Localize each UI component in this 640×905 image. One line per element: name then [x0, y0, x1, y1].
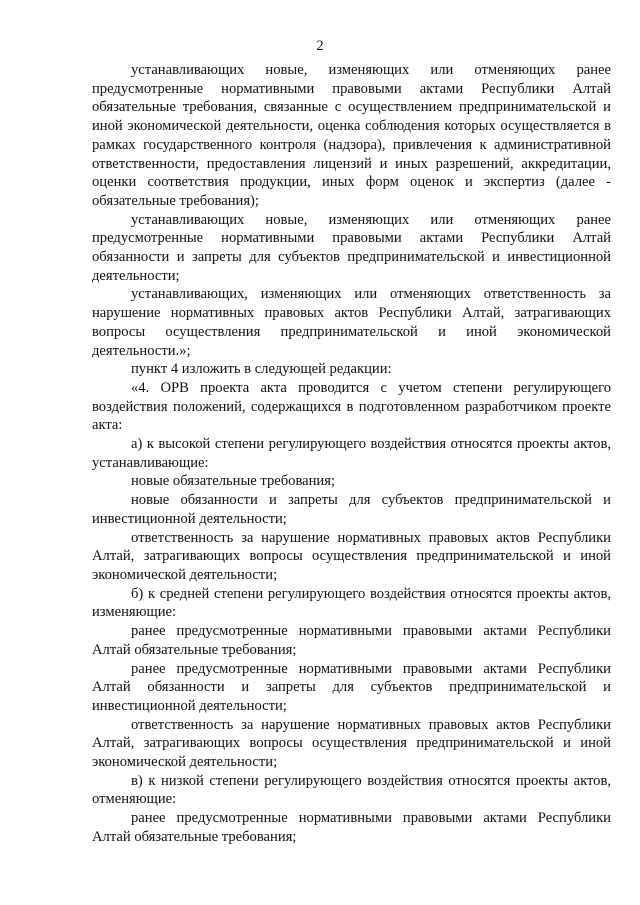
paragraph-liability: устанавливающих, изменяющих или отменяющих ответственность за нарушение нормативных правовых актов Республики Алтай, затрагивающих вопросы осуществления предпринимательской и иной экономической деятельности.»;	[92, 286, 611, 359]
page-number: 2	[316, 38, 324, 54]
paragraph-high-liability: ответственность за нарушение нормативных правовых актов Республики Алтай, затрагивающих вопросы осуществления предпринимательской и иной экономической деятельности;	[92, 529, 611, 583]
paragraph-medium-degree: б) к средней степени регулирующего воздействия относятся проекты актов, изменяющие:	[92, 585, 611, 621]
paragraph-high-new-requirements: новые обязательные требования;	[131, 473, 336, 490]
paragraph-low-requirements: ранее предусмотренные нормативными правовыми актами Республики Алтай обязательные требования;	[92, 810, 611, 845]
paragraph-medium-requirements: ранее предусмотренные нормативными правовыми актами Республики Алтай обязательные требования;	[92, 623, 611, 658]
document-body	[92, 61, 611, 847]
paragraph-point-4-text: «4. ОРВ проекта акта проводится с учетом степени регулирующего воздействия положений, содержащихся в подготовленном разработчиком проекте акта:	[92, 379, 611, 434]
paragraph-new-requirements-definition: устанавливающих новые, изменяющих или отменяющих ранее предусмотренные нормативными правовыми актами Республики Алтай обязательные требования, связанные с осуществлением предпринимательской и иной экономической деятельности, оценка соблюдения которых осуществляется в рамках государственного контроля (надзора), привлечения к административной ответственности, предоставления лицензий и иных разрешений, аккредитации, оценки соответствия продукции, иных форм оценок и экспертиз (далее - обязательные требования);	[92, 62, 611, 209]
paragraph-medium-duties: ранее предусмотренные нормативными правовыми актами Республики Алтай обязанности и запреты для субъектов предпринимательской и инвестиционной деятельности;	[92, 660, 611, 714]
paragraph-high-new-duties: новые обязанности и запреты для субъектов предпринимательской и инвестиционной деятельности;	[92, 492, 611, 527]
paragraph-point-4-intro: пункт 4 изложить в следующей редакции:	[131, 361, 392, 378]
paragraph-low-degree: в) к низкой степени регулирующего воздействия относятся проекты актов, отменяющие:	[92, 772, 611, 808]
paragraph-duties-and-prohibitions: устанавливающих новые, изменяющих или отменяющих ранее предусмотренные нормативными правовыми актами Республики Алтай обязанности и запреты для субъектов предпринимательской и инвестиционной деятельности;	[92, 211, 611, 284]
paragraph-high-degree: а) к высокой степени регулирующего воздействия относятся проекты актов, устанавливающие:	[92, 436, 611, 471]
paragraph-medium-liability: ответственность за нарушение нормативных правовых актов Республики Алтай, затрагивающих вопросы осуществления предпринимательской и иной экономической деятельности;	[92, 716, 611, 771]
